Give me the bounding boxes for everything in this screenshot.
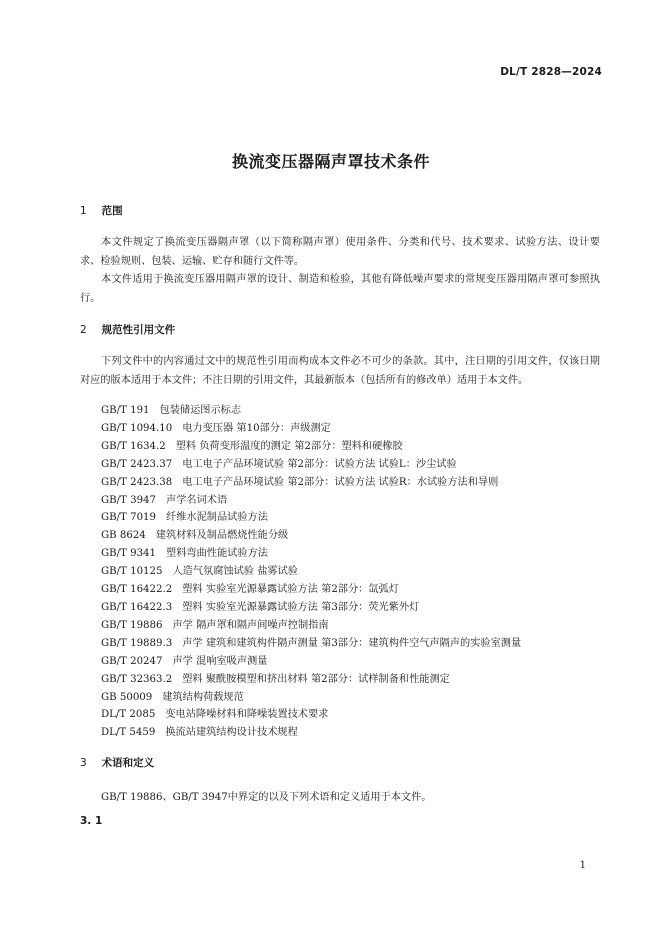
reference-code: GB/T 2423.38	[101, 476, 173, 488]
list-item	[101, 671, 521, 689]
reference-code: GB/T 20247	[101, 655, 163, 667]
reference-title: 声学 混响室吸声测量	[172, 655, 268, 667]
reference-title: 人造气氛腐蚀试验 盐雾试验	[172, 566, 298, 578]
reference-title: 塑料 实验室光源暴露试验方法 第2部分：氙弧灯	[182, 584, 399, 596]
list-item	[101, 492, 521, 510]
section-heading-terms	[80, 755, 154, 770]
reference-title: 电工电子产品环境试验 第2部分：试验方法 试验R：水试验方法和导则	[182, 476, 499, 488]
document-title: 换流变压器隔声罩技术条件	[231, 152, 430, 171]
reference-code: GB/T 32363.2	[101, 673, 173, 685]
list-item	[101, 689, 521, 707]
section-number: 3	[80, 757, 87, 769]
section-number: 2	[80, 324, 87, 336]
section-title: 术语和定义	[101, 757, 155, 769]
terms-intro: GB/T 19886、GB/T 3947中界定的以及下列术语和定义适用于本文件。	[101, 792, 432, 803]
reference-title: 塑料 聚酰胺模塑和挤出材料 第2部分：试样制备和性能测定	[182, 673, 450, 685]
reference-code: DL/T 5459	[101, 727, 156, 739]
document-code: DL/T 2828—2024	[500, 66, 602, 78]
reference-code: DL/T 2085	[101, 709, 156, 721]
reference-code: GB/T 3947	[101, 494, 157, 506]
list-item	[101, 563, 521, 581]
reference-code: GB/T 16422.3	[101, 601, 173, 613]
reference-title: 电力变压器 第10部分：声级测定	[182, 422, 331, 434]
reference-title: 建筑材料及制品燃烧性能分级	[155, 530, 289, 542]
list-item	[101, 438, 521, 456]
list-item	[101, 599, 521, 617]
reference-code: GB/T 9341	[101, 548, 157, 560]
section-heading-scope	[80, 203, 123, 218]
reference-list	[101, 402, 521, 742]
reference-title: 塑料弯曲性能试验方法	[166, 548, 268, 560]
list-item	[101, 724, 521, 742]
list-item	[101, 509, 521, 527]
reference-code: GB/T 19889.3	[101, 637, 173, 649]
reference-code: GB 50009	[101, 691, 153, 703]
reference-title: 声学 隔声罩和隔声间噪声控制指南	[172, 619, 329, 631]
reference-title: 电工电子产品环境试验 第2部分：试验方法 试验L：沙尘试验	[182, 458, 457, 470]
list-item	[101, 420, 521, 438]
clause-number: 3. 1	[80, 815, 103, 827]
reference-title: 声学 建筑和建筑构件隔声测量 第3部分：建筑构件空气声隔声的实验室测量	[182, 637, 522, 649]
list-item	[101, 635, 521, 653]
reference-code: GB/T 1634.2	[101, 440, 166, 452]
normative-intro: 下列文件中的内容通过文中的规范性引用而构成本文件必不可少的条款。其中，注日期的引用文件，仅该日期对应的版本适用于本文件；不注日期的引用文件，其最新版本（包括所有的修改单）适用于本文件。	[80, 356, 600, 386]
reference-title: 声学名词术语	[166, 494, 228, 506]
scope-paragraph-2: 本文件适用于换流变压器用隔声罩的设计、制造和检验，其他有降低噪声要求的常规变压器用隔声罩可参照执行。	[80, 274, 600, 304]
list-item	[101, 456, 521, 474]
section-title: 规范性引用文件	[101, 324, 176, 336]
scope-paragraph-1: 本文件规定了换流变压器隔声罩（以下简称隔声罩）使用条件、分类和代号、技术要求、试验方法、设计要求、检验规则、包装、运输、贮存和随行文件等。	[80, 237, 600, 267]
list-item	[101, 527, 521, 545]
reference-code: GB/T 16422.2	[101, 584, 173, 596]
reference-title: 包装储运图示标志	[159, 405, 242, 416]
reference-title: 塑料 实验室光源暴露试验方法 第3部分：荧光紫外灯	[182, 601, 420, 613]
reference-code: GB/T 1094.10	[101, 422, 173, 434]
reference-code: GB 8624	[101, 530, 146, 542]
reference-code: GB/T 191	[101, 405, 150, 416]
list-item	[101, 474, 521, 492]
reference-code: GB/T 7019	[101, 512, 157, 524]
reference-code: GB/T 19886	[101, 619, 163, 631]
reference-title: 纤维水泥制品试验方法	[166, 512, 268, 524]
section-title: 范围	[101, 205, 123, 217]
page-number: 1	[579, 860, 586, 871]
reference-code: GB/T 2423.37	[101, 458, 173, 470]
reference-code: GB/T 10125	[101, 566, 163, 578]
list-item	[101, 617, 521, 635]
list-item	[101, 706, 521, 724]
reference-title: 变电站降噪材料和降噪装置技术要求	[165, 709, 329, 721]
reference-title: 塑料 负荷变形温度的测定 第2部分：塑料和硬橡胶	[175, 440, 403, 452]
list-item	[101, 402, 521, 420]
list-item	[101, 581, 521, 599]
reference-title: 建筑结构荷载规范	[162, 691, 244, 703]
list-item	[101, 653, 521, 671]
list-item	[101, 545, 521, 563]
section-heading-normative	[80, 322, 175, 337]
reference-title: 换流站建筑结构设计技术规程	[165, 727, 298, 739]
section-number: 1	[80, 205, 87, 217]
